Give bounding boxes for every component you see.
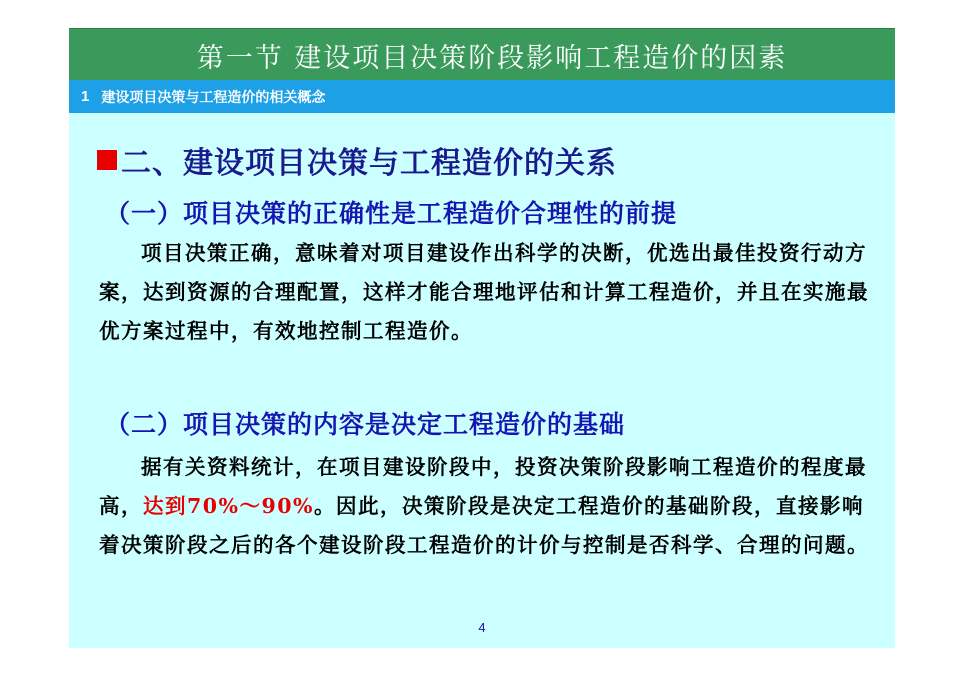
square-bullet-icon [97,150,117,170]
subheading-1: （一）项目决策的正确性是工程造价合理性的前提 [105,199,678,228]
subtitle-bar [69,80,895,113]
paragraph-2-text-start: 据有关资料统计，在项目建设阶段中，投资决策阶段影响工程造价的程度最高， [99,455,867,518]
paragraph-1 [99,234,869,351]
paragraph-1-text: 项目决策正确，意味着对项目建设作出科学的决断，优选出最佳投资行动方案，达到资源的合理配置，这样才能合理地评估和计算工程造价，并且在实施最优方案过程中，有效地控制工程造价。 [99,241,869,343]
subtitle-text: 建设项目决策与工程造价的相关概念 [101,89,326,106]
highlight-percentage: 达到70%～90% [143,494,315,518]
slide-title: 第一节 建设项目决策阶段影响工程造价的因素 [196,42,788,74]
subtitle-number: 1 [81,88,90,105]
page-number: 4 [478,620,486,635]
section-heading [97,138,617,182]
paragraph-2 [99,448,869,565]
heading-text: 二、建设项目决策与工程造价的关系 [121,146,617,181]
subheading-2: （二）项目决策的内容是决定工程造价的基础 [105,410,626,439]
paragraph-2-text-end: 。因此，决策阶段是决定工程造价的基础阶段，直接影响着决策阶段之后的各个建设阶段工程造价的计价与控制是否科学、合理的问题。 [99,494,869,557]
title-bar [69,28,895,81]
slide [69,28,895,648]
